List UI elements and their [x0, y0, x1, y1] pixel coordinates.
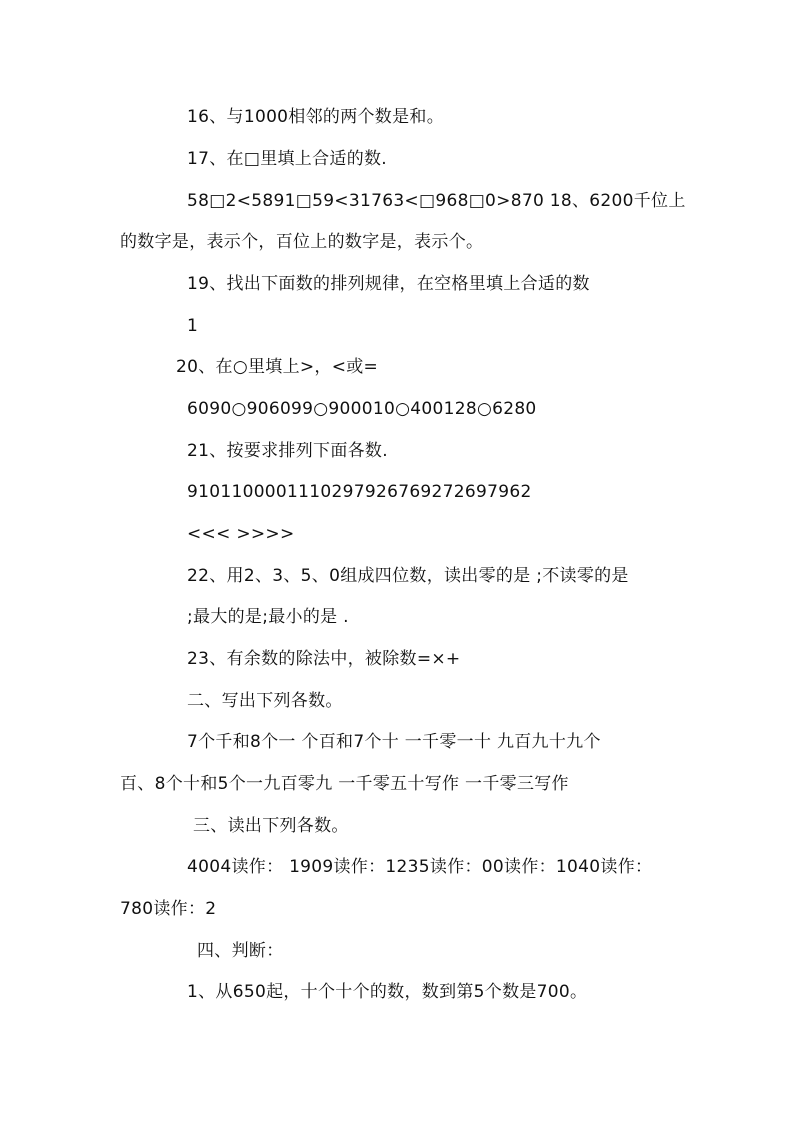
question-22: 22、用2、3、5、0组成四位数，读出零的是 ;不读零的是: [187, 566, 629, 586]
question-19: 19、找出下面数的排列规律，在空格里填上合适的数: [187, 274, 590, 294]
question-19-content: 1: [187, 316, 199, 336]
judgment-1: 1、从650起，十个十个的数，数到第5个数是700。: [187, 982, 588, 1002]
section-3-content-line-2: 780读作：2: [120, 899, 217, 919]
section-4-heading: 四、判断：: [197, 941, 284, 961]
section-2-heading: 二、写出下列各数。: [187, 691, 343, 711]
section-2-content-line-1: 7个千和8个一 个百和7个十 一千零一十 九百九十九个: [187, 732, 601, 752]
question-18-continuation: 的数字是，表示个，百位上的数字是，表示个。: [120, 232, 484, 252]
section-3-content-line-1: 4004读作： 1909读作：1235读作：00读作：1040读作：: [187, 857, 653, 877]
question-20: 20、在○里填上>，<或=: [176, 357, 379, 377]
question-21-numbers: 9101100001110297926769272697962: [187, 482, 532, 502]
section-2-content-line-2: 百、8个十和5个一九百零九 一千零五十写作 一千零三写作: [120, 774, 569, 794]
question-21: 21、按要求排列下面各数.: [187, 441, 388, 461]
question-17: 17、在□里填上合适的数.: [187, 149, 387, 169]
question-23: 23、有余数的除法中，被除数=×+: [187, 649, 461, 669]
question-22-continuation: ;最大的是;最小的是 .: [187, 607, 349, 627]
question-17-content: 58□2<5891□59<31763<□968□0>870 18、6200千位上: [187, 191, 686, 211]
question-20-content: 6090○906099○900010○400128○6280: [187, 399, 537, 419]
section-3-heading: 三、读出下列各数。: [193, 816, 349, 836]
question-21-order-signs: <<< >>>>: [187, 524, 295, 544]
question-16: 16、与1000相邻的两个数是和。: [187, 107, 444, 127]
